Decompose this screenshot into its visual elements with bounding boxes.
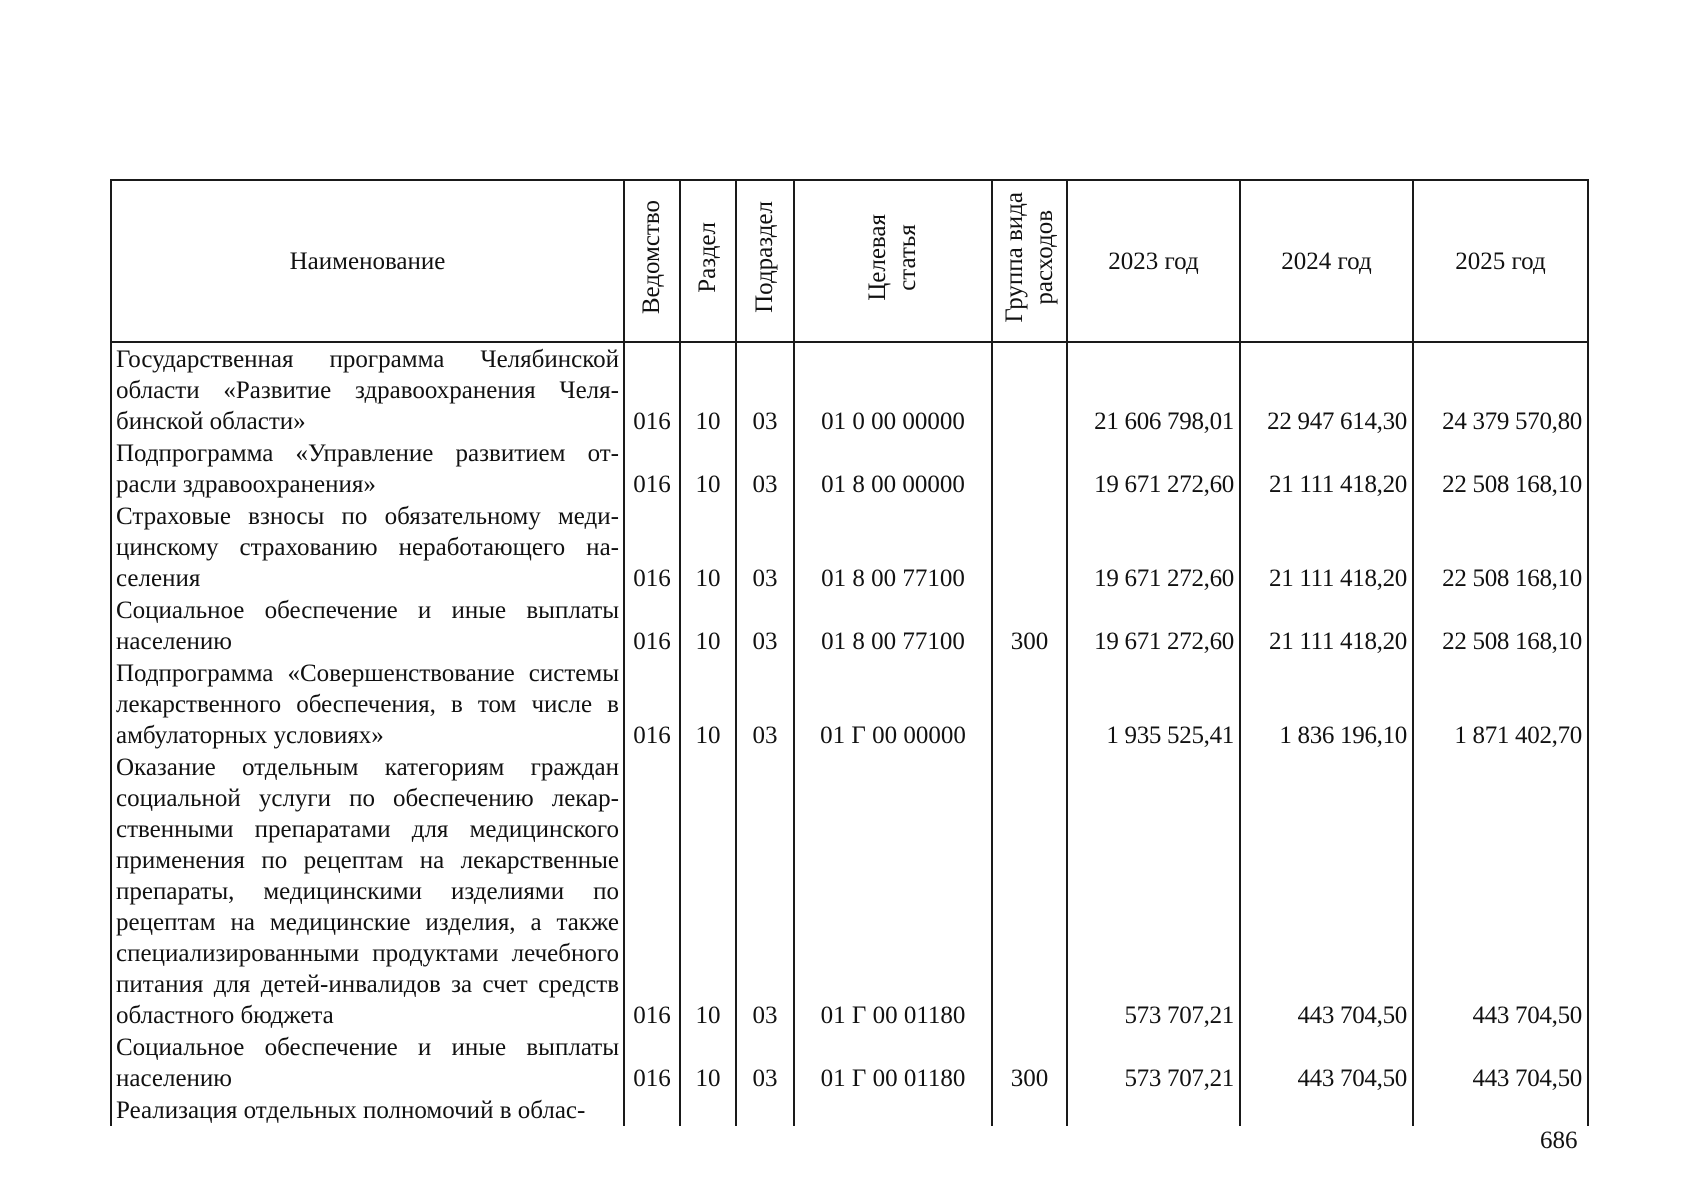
row-expense-group	[992, 500, 1067, 594]
row-section	[680, 1094, 736, 1126]
row-name: Оказание отдельным категориям граждан социальной услуги по обеспечению лекарственными препаратами для медицинского применения по рецептам на лекарственные препараты, медицинскими изделиями по рецептам на медицинские изделия, а также специализированными продуктами лечебного питания для детей-инвалидов за счет средств областного бюджета	[111, 751, 624, 1031]
row-department: 016	[624, 342, 680, 437]
row-name: Государственная программа Челябинской области «Развитие здравоохранения Челябинской области»	[111, 342, 624, 437]
row-target-article: 01 8 00 00000	[794, 437, 992, 500]
row-amount-2024: 1 836 196,10	[1240, 657, 1413, 751]
row-subsection: 03	[736, 657, 794, 751]
row-amount-2023: 19 671 272,60	[1067, 500, 1240, 594]
row-target-article: 01 0 00 00000	[794, 342, 992, 437]
table-row	[111, 1094, 1588, 1126]
row-target-article: 01 8 00 77100	[794, 594, 992, 657]
row-amount-2025: 22 508 168,10	[1413, 594, 1588, 657]
row-expense-group: 300	[992, 1031, 1067, 1094]
row-subsection: 03	[736, 500, 794, 594]
row-department: 016	[624, 1031, 680, 1094]
row-amount-2024: 21 111 418,20	[1240, 594, 1413, 657]
row-subsection: 03	[736, 751, 794, 1031]
row-section: 10	[680, 437, 736, 500]
row-subsection	[736, 1094, 794, 1126]
row-department: 016	[624, 437, 680, 500]
row-amount-2023: 573 707,21	[1067, 1031, 1240, 1094]
row-expense-group	[992, 1094, 1067, 1126]
row-subsection: 03	[736, 1031, 794, 1094]
row-expense-group	[992, 751, 1067, 1031]
row-subsection: 03	[736, 594, 794, 657]
row-amount-2025: 443 704,50	[1413, 1031, 1588, 1094]
header-name: Наименование	[111, 180, 624, 342]
row-amount-2024: 21 111 418,20	[1240, 437, 1413, 500]
row-expense-group	[992, 657, 1067, 751]
table-row	[111, 1031, 1588, 1094]
row-target-article: 01 Г 00 01180	[794, 1031, 992, 1094]
row-name: Социальное обеспечение и иные выплаты населению	[111, 1031, 624, 1094]
row-name: Подпрограмма «Совершенствование системы лекарственного обеспечения, в том числе в амбулаторных условиях»	[111, 657, 624, 751]
row-name: Страховые взносы по обязательному медицинскому страхованию неработающего населения	[111, 500, 624, 594]
row-expense-group: 300	[992, 594, 1067, 657]
row-amount-2023: 21 606 798,01	[1067, 342, 1240, 437]
table-row	[111, 500, 1588, 594]
row-section: 10	[680, 594, 736, 657]
header-department: Ведомство	[624, 180, 680, 342]
page-number: 686	[1540, 1127, 1578, 1154]
header-year-2023: 2023 год	[1067, 180, 1240, 342]
row-amount-2024: 443 704,50	[1240, 751, 1413, 1031]
row-section: 10	[680, 342, 736, 437]
header-row	[111, 180, 1588, 342]
header-year-2025: 2025 год	[1413, 180, 1588, 342]
row-subsection: 03	[736, 437, 794, 500]
row-amount-2023: 19 671 272,60	[1067, 594, 1240, 657]
row-section: 10	[680, 1031, 736, 1094]
row-amount-2024	[1240, 1094, 1413, 1126]
row-name: Подпрограмма «Управление развитием отрасли здравоохранения»	[111, 437, 624, 500]
row-section: 10	[680, 657, 736, 751]
row-name: Социальное обеспечение и иные выплаты населению	[111, 594, 624, 657]
row-amount-2025	[1413, 1094, 1588, 1126]
header-target-article: Целевая статья	[794, 180, 992, 342]
row-name: Реализация отдельных полномочий в облас-	[111, 1094, 624, 1126]
budget-table	[110, 179, 1589, 1126]
row-target-article	[794, 1094, 992, 1126]
row-amount-2025: 24 379 570,80	[1413, 342, 1588, 437]
row-expense-group	[992, 437, 1067, 500]
table-row	[111, 751, 1588, 1031]
row-subsection: 03	[736, 342, 794, 437]
row-department: 016	[624, 657, 680, 751]
row-department	[624, 1094, 680, 1126]
row-amount-2024: 443 704,50	[1240, 1031, 1413, 1094]
table-row	[111, 437, 1588, 500]
header-expense-group: Группа вида расходов	[992, 180, 1067, 342]
header-section: Раздел	[680, 180, 736, 342]
row-amount-2024: 22 947 614,30	[1240, 342, 1413, 437]
row-amount-2024: 21 111 418,20	[1240, 500, 1413, 594]
table-row	[111, 594, 1588, 657]
row-amount-2025: 443 704,50	[1413, 751, 1588, 1031]
row-amount-2023: 1 935 525,41	[1067, 657, 1240, 751]
table-row	[111, 657, 1588, 751]
row-target-article: 01 Г 00 01180	[794, 751, 992, 1031]
row-target-article: 01 Г 00 00000	[794, 657, 992, 751]
table-body	[111, 342, 1588, 1126]
row-amount-2025: 22 508 168,10	[1413, 500, 1588, 594]
row-target-article: 01 8 00 77100	[794, 500, 992, 594]
row-amount-2025: 22 508 168,10	[1413, 437, 1588, 500]
header-year-2024: 2024 год	[1240, 180, 1413, 342]
row-amount-2023: 573 707,21	[1067, 751, 1240, 1031]
row-section: 10	[680, 751, 736, 1031]
row-department: 016	[624, 594, 680, 657]
row-expense-group	[992, 342, 1067, 437]
row-amount-2023	[1067, 1094, 1240, 1126]
row-amount-2025: 1 871 402,70	[1413, 657, 1588, 751]
header-subsection: Подраздел	[736, 180, 794, 342]
row-section: 10	[680, 500, 736, 594]
table-row	[111, 342, 1588, 437]
row-department: 016	[624, 500, 680, 594]
row-department: 016	[624, 751, 680, 1031]
row-amount-2023: 19 671 272,60	[1067, 437, 1240, 500]
budget-table-region	[110, 179, 1587, 1124]
